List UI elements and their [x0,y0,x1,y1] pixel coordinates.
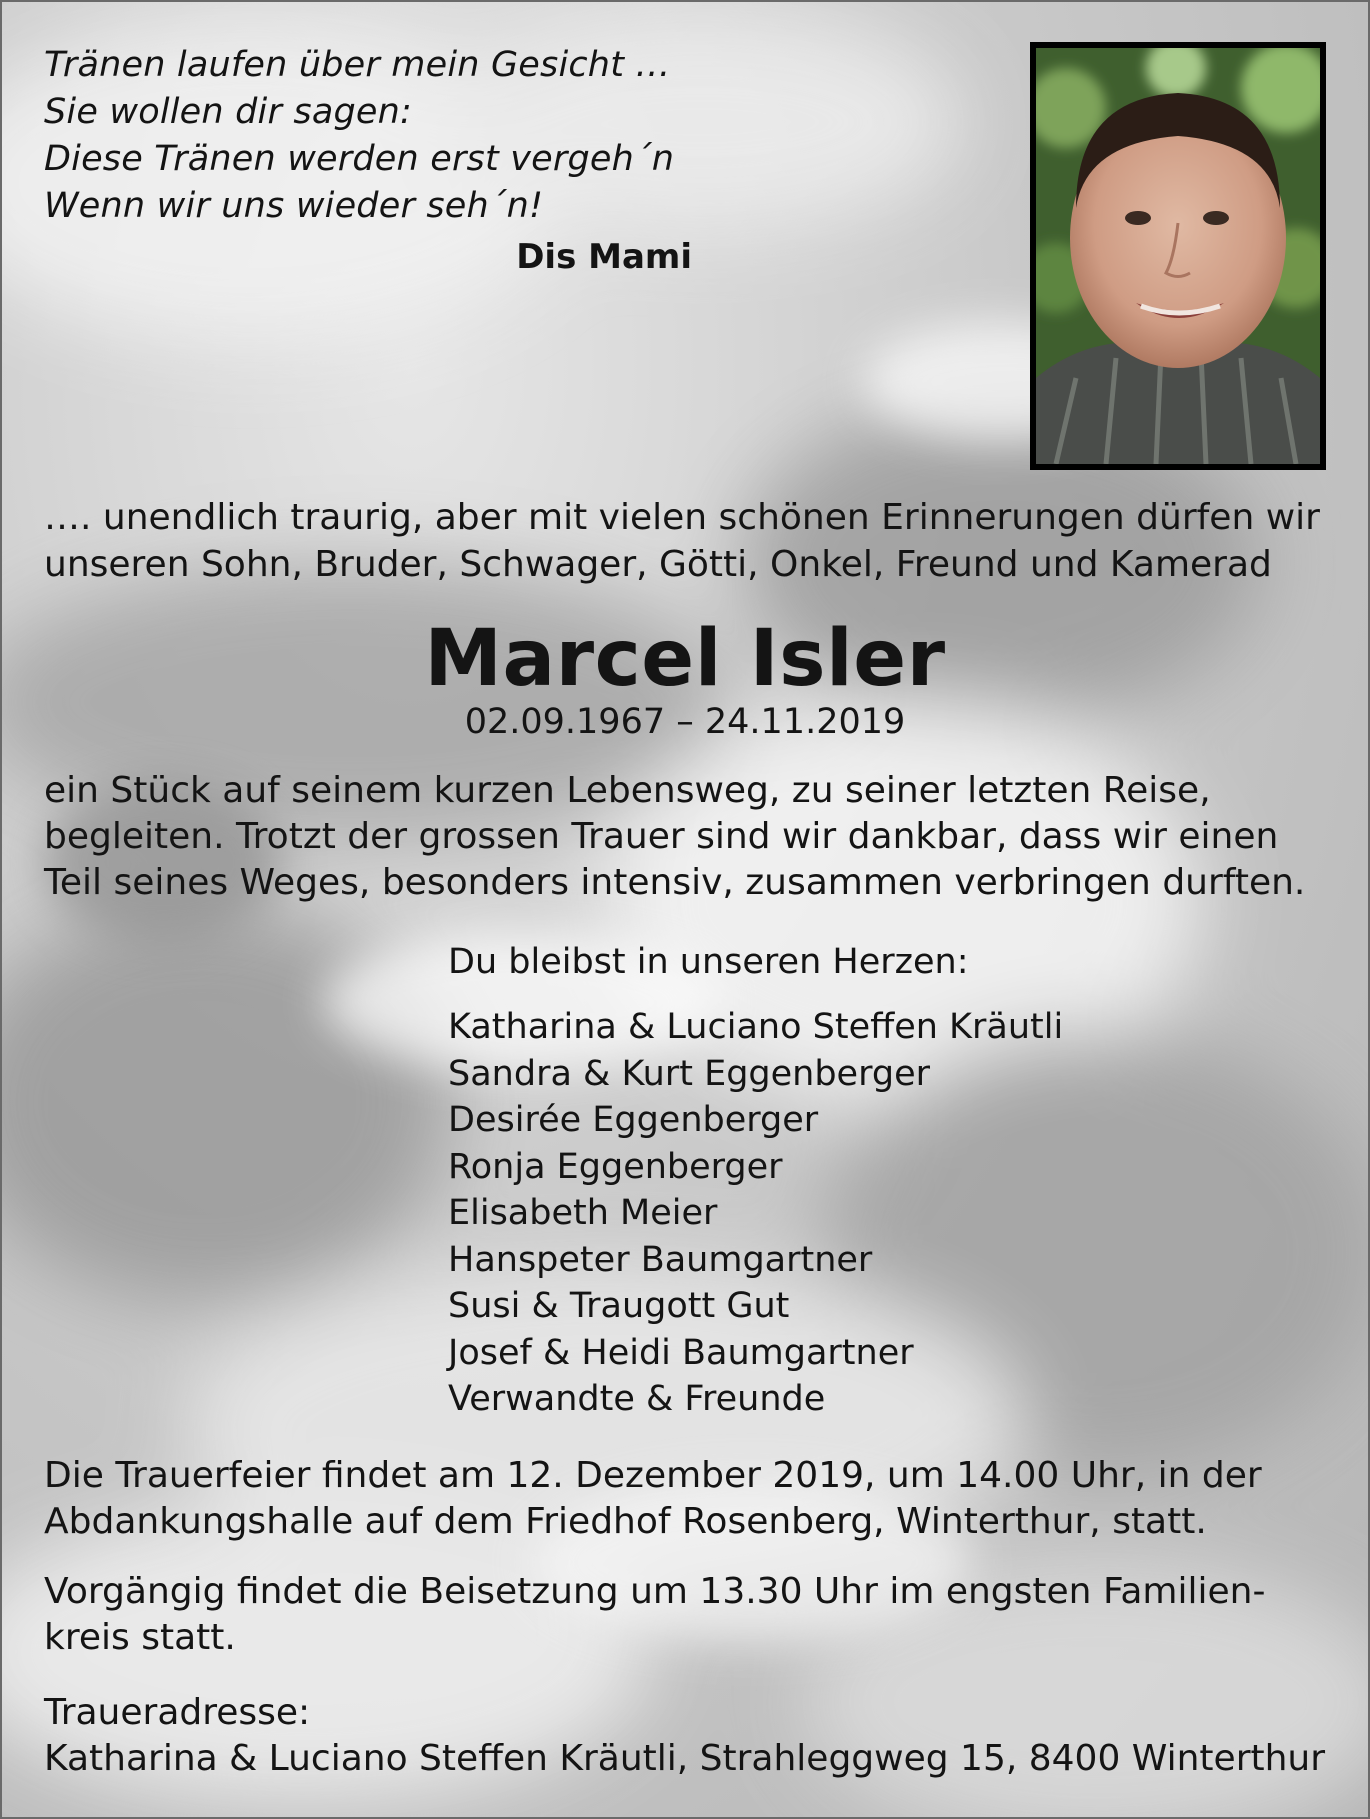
ceremony-line: Abdankungshalle auf dem Friedhof Rosenberg, Winterthur, statt. [44,1501,1207,1542]
mourning-address [44,1690,1328,1782]
list-item: Josef & Heidi Baumgartner [448,1332,914,1373]
poem-line: Diese Tränen werden erst vergeh´n [44,139,675,179]
portrait-photo [1030,42,1326,470]
ceremony-info [44,1453,1328,1545]
intro-line: …. unendlich traurig, aber mit vielen schönen Erinnerungen dürfen wir [44,497,1320,538]
list-item: Hanspeter Baumgartner [448,1239,873,1280]
poem-line: Tränen laufen über mein Gesicht … [44,45,671,85]
burial-line: Vorgängig findet die Beisetzung um 13.30 Uhr im engsten Familien- [44,1571,1266,1612]
deceased-name: Marcel Isler [424,614,946,704]
ceremony-line: Die Trauerfeier findet am 12. Dezember 2019, um 14.00 Uhr, in der [44,1455,1262,1496]
life-dates: 02.09.1967 – 24.11.2019 [464,702,906,742]
list-item: Susi & Traugott Gut [448,1286,790,1326]
mourners-heading: Du bleibst in unseren Herzen: [448,942,969,982]
poem [44,42,704,230]
address-value: Katharina & Luciano Steffen Kräutli, Strahleggweg 15, 8400 Winterthur [44,1738,1326,1779]
intro-text [44,494,1328,588]
list-item: Katharina & Luciano Steffen Kräutli [448,1007,1064,1047]
list-item: Elisabeth Meier [448,1193,718,1233]
list-item: Ronja Eggenberger [448,1146,783,1187]
list-item: Sandra & Kurt Eggenberger [448,1053,931,1094]
portrait-image [1036,48,1320,464]
poem-line: Wenn wir uns wieder seh´n! [44,186,544,226]
mourners-list [448,1004,1063,1423]
list-item: Desirée Eggenberger [448,1100,819,1140]
body-line: Teil seines Weges, besonders intensiv, zusammen verbringen durften. [44,862,1306,903]
body-line: begleiten. Trotzt der grossen Trauer sind wir dankbar, dass wir einen [44,816,1279,857]
address-label: Traueradresse: [44,1692,311,1733]
list-item: Verwandte & Freunde [448,1379,826,1419]
body-text [44,768,1328,906]
poem-line: Sie wollen dir sagen: [44,92,412,132]
intro-line: unseren Sohn, Bruder, Schwager, Götti, Onkel, Freund und Kamerad [44,544,1272,585]
burial-info [44,1569,1328,1661]
poem-signature: Dis Mami [516,237,692,277]
body-line: ein Stück auf seinem kurzen Lebensweg, zu seiner letzten Reise, [44,770,1211,811]
burial-line: kreis statt. [44,1617,236,1658]
